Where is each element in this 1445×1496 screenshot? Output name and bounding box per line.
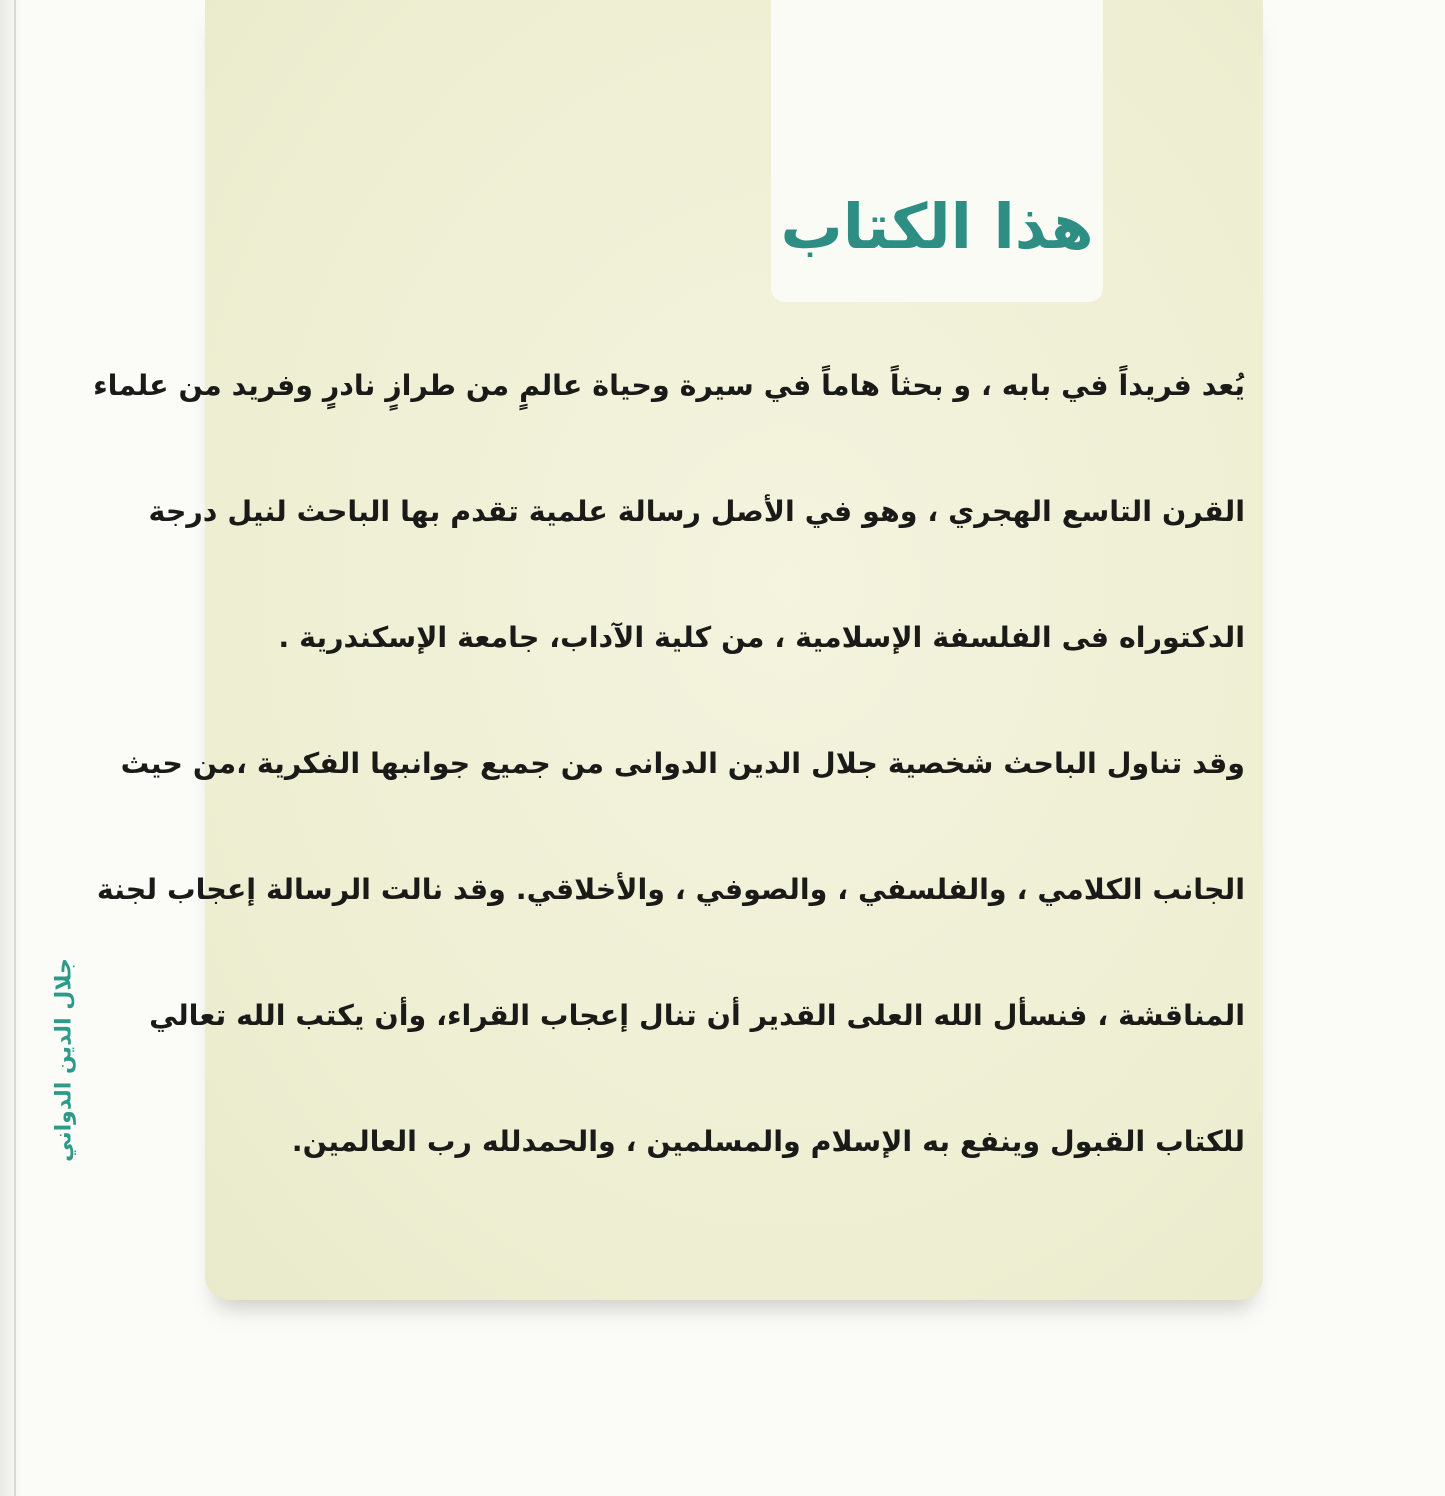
text-line-5: الجانب الكلامي ، والفلسفي ، والصوفي ، والأخلاقي. وقد نالت الرسالة إعجاب لجنة [96,873,1245,906]
page-title: هذا الكتاب [780,190,1094,263]
title-tab [771,0,1103,302]
spine-title [34,900,94,1220]
text-line-1: يُعد فريداً في بابه ، و بحثاً هاماً في سيرة وحياة عالمٍ من طرازٍ نادرٍ وفريد من علماء [93,369,1245,402]
spine-title-text: جلال الدين الدواني [51,958,77,1162]
text-line-2: القرن التاسع الهجري ، وهو في الأصل رسالة علمية تقدم بها الباحث لنيل درجة [148,495,1245,528]
text-line-3: الدكتوراه فى الفلسفة الإسلامية ، من كلية الآداب، جامعة الإسكندرية . [278,621,1245,654]
text-line-4: وقد تناول الباحث شخصية جلال الدين الدوانى من جميع جوانبها الفكرية ،من حيث [120,747,1245,780]
text-line-7: للكتاب القبول وينفع به الإسلام والمسلمين ، والحمدلله رب العالمين. [291,1125,1245,1158]
spine-shade [0,0,22,1496]
text-line-6: المناقشة ، فنسأل الله العلى القدير أن تنال إعجاب القراء، وأن يكتب الله تعالي [149,999,1245,1032]
description-text [93,352,1245,1234]
spine-divider [14,0,16,1496]
